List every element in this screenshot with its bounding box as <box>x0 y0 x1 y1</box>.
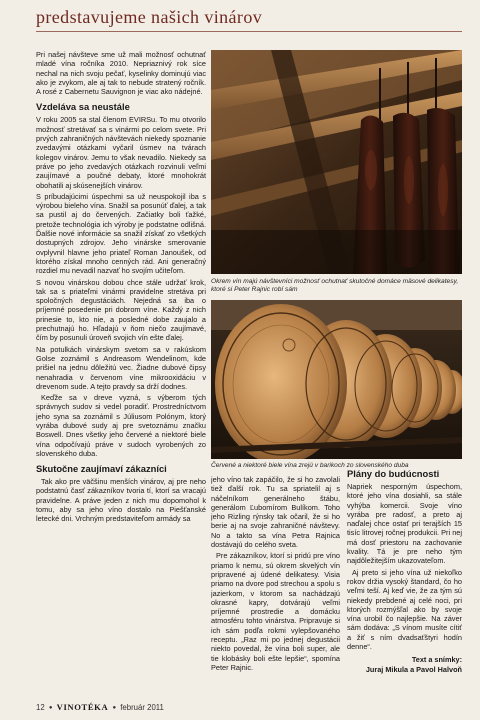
subheading: Skutočne zaujímaví zákazníci <box>36 463 167 475</box>
paragraph: S príbudajúcimi úspechmi sa už neuspokojil iba s výrobou bieleho vína. Snažil sa posunúť ďalej, a tak sa pustil aj do červených. Začiatky boli ťažké, pretože technológia ich výroby je podstatne odlišná. Ďalšie nové informácie sa snažil získať zo všetkých dostupných zdrojov. Jeho vinárske smerovanie ovplyvnil hlavne jeho priateľ Roman Janoušek, od ktorého získal mnoho cenných rád. Ani generačný rozdiel mu nevadil nazvať ho svojím učiteľom. <box>36 191 206 276</box>
bullet-icon: ● <box>112 705 117 711</box>
credit-label: Text a snímky: <box>411 655 462 665</box>
paragraph: Napriek nesporným úspechom, ktoré jeho vína dosiahli, sa stále vyhýba komercii. Svoje víno vyrába pre radosť, a preto aj naďalej chce ostať pri terajších 15 tisíc litrovej ročnej produkcii. Pri nej má dosť priestoru na zachovanie kvality. Tá je pre neho tým najdôležitejším ukazovateľom. <box>347 482 462 566</box>
paragraph: Aj preto si jeho vína už niekoľko rokov držia vysoký štandard, čo ho veľmi teší. Aj keď vie, že za tým sú niekedy prebdené aj celé noci, pri ktorých rozmýšľal ako by svoje vína urobil čo najlepšie. Na záver sám dodáva: „S vínom musíte cítiť a žiť s ním dvadsaťštyri hodín denne“. <box>347 567 462 652</box>
magazine-name: VINOTÉKA <box>56 702 109 712</box>
bullet-icon: ● <box>48 705 53 711</box>
paragraph: jeho víno tak zapáčilo, že si ho zavolali tiež ďalší rok. Tu sa spriatelil aj s náčelníkom generálneho štábu, generálom Ľubomírom Bulíkom. Toho jeho Rizling rýnsky tak očaril, že si ho berie aj na svoje zahraničné návštevy. No a takto sa vína Petra Rajnica dostávajú do celého sveta. <box>211 475 340 550</box>
page-header <box>0 0 480 46</box>
subheading: Vzdeláva sa neustále <box>36 101 130 113</box>
smoked-meats-photo <box>211 50 462 274</box>
paragraph: S novou vinárskou dobou chce stále udržať krok, tak sa s priateľmi vinármi pravidelne stretáva pri spoločných degustáciách. Nejedná sa iba o príjemné posedenie pri dobrom víne. Každý z nich prinesie to, kto nie, a posledné dobe zaujalo a prechutnajú ho. Hľadajú v ňom niečo zaujímavé, čím by posunuli úroveň svojich vín ešte ďalej. <box>36 277 206 343</box>
credit-names: Juraj Mikula a Pavol Halvoň <box>365 664 462 674</box>
article-column-left <box>36 50 206 704</box>
paragraph: Tak ako pre väčšinu menších vinárov, aj pre neho podstatnú časť zákazníkov tvoria tí, ktorí sa vracajú pravidelne. A práve jeden z nich mu dopomohol k tomu, aby sa jeho víno dostalo na Piešťanské letecké dni. Vrchným predstaviteľom armády sa <box>36 477 206 524</box>
oak-barrels-photo <box>211 300 462 459</box>
section-title: predstavujeme našich vinárov <box>36 7 263 27</box>
photo-caption: Okrem vín majú návštevníci možnosť ochutnať skutočné domáce mäsové delikatesy, ktoré si Peter Rajnic robí sám <box>211 278 459 294</box>
subheading: Plány do budúcnosti <box>347 468 440 479</box>
paragraph: Keďže sa v dreve vyzná, s výberom tých správnych sudov si vedel poradiť. Prostredníctvom jeho syna sa zoznámil s Júliusom Polónym, ktorý vyrába dubové sudy aj pre svetoznámu značku Boswell. Dnes všetky jeho červené a niektoré biele vína odpočívajú práve v sudoch vyrobených zo slovenského duba. <box>36 393 206 458</box>
page-number: 12 <box>36 703 45 712</box>
paragraph: Pri našej návšteve sme už mali možnosť ochutnať mladé vína ročníka 2010. Nepriaznivý rok síce nechal na nich svoju pečať, kyselinky dominujú viac ako je zvykom, ale aj tak to nebude stratený ročník. A rosé z Cabernetu Sauvignon je viac ako nádejné. <box>36 50 206 97</box>
issue-date: február 2011 <box>120 703 164 712</box>
page-footer <box>36 702 164 714</box>
article-column-right <box>347 467 462 707</box>
photo-credit <box>347 655 462 674</box>
photo-caption: Červené a niektoré biele vína zrejú v barikoch zo slovenského duba <box>211 462 409 469</box>
paragraph: Pre zákazníkov, ktorí si pridú pre víno priamo k nemu, sú okrem skvelých vín pripravené aj údené delikatesy. Visia priamo na dvore pod strechou a spolu s jazierkom, v ktorom sa nachádzajú okrasné kapry, dotvárajú veľmi príjemné prostredie a domácku atmosféru tohto vinárstva. Pripravuje si ich sám podľa rokmi vylepšovaného receptu. „Raz mi po jednej degustácii niekto povedal, že vína boli super, ale tie klobásky boli ešte lepšie“, spomína Peter Rajnic. <box>211 551 340 672</box>
paragraph: V roku 2005 sa stal členom EVIRSu. To mu otvorilo možnosť stretávať sa s vinármi po celom svete. Pri prvých zahraničných návštevách niekedy spoznanie zvedavými otázkami vyčaril úsmev na tvárach kolegov vinárov. Jemu to však nevadilo. Niekedy sa práve po jeho zvedavých otázkach rozvinuli veľmi zaujímavé a poučné debaty, ktoré mnohokrát obohatili aj skúsenejších vinárov. <box>36 115 206 190</box>
paragraph: Na potulkách vinárskym svetom sa v rakúskom Golse zoznámil s Andreasom Wendelinom, kde prišiel na jednu dôležitú vec. Žiadne dubové čipsy nenahradia v červenom víne mikrooxidáciu v drevenom sude. A tejto pravdy sa drží dodnes. <box>36 344 206 391</box>
article-column-middle <box>211 475 340 703</box>
title-rule <box>36 31 462 32</box>
